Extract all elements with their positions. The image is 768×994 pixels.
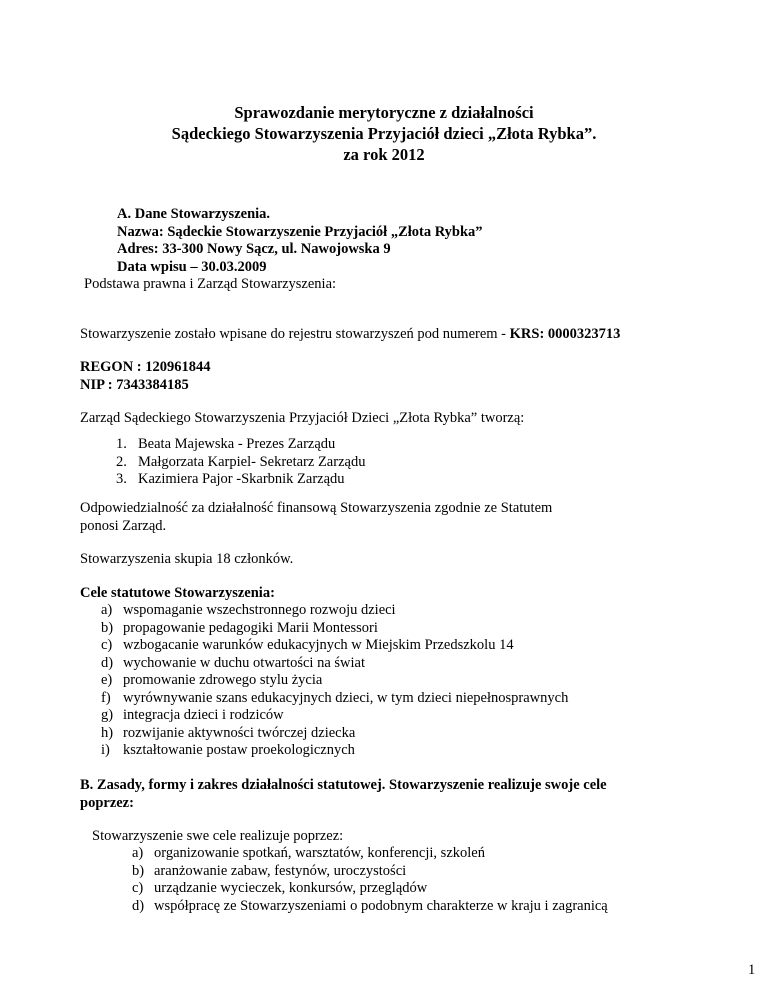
registry-line	[80, 326, 620, 344]
responsibility-paragraph: Odpowiedzialność za działalność finansową Stowarzyszenia zgodnie ze Statutem ponosi Zarząd.	[80, 500, 553, 534]
section-a-heading: A. Dane Stowarzyszenia.	[117, 206, 271, 222]
list-item: 1. Beata Majewska - Prezes Zarządu	[116, 436, 336, 452]
list-item: h) rozwijanie aktywności twórczej dziecka	[101, 724, 356, 741]
list-item: g) integracja dzieci i rodziców	[101, 707, 284, 723]
legal-basis: Podstawa prawna i Zarząd Stowarzyszenia:	[84, 276, 337, 292]
list-item: e) promowanie zdrowego stylu życia	[101, 672, 323, 688]
association-name: Nazwa: Sądeckie Stowarzyszenie Przyjaciół „Złota Rybka”	[117, 223, 483, 240]
members-count: Stowarzyszenia skupia 18 członków.	[80, 551, 294, 567]
list-item: i) kształtowanie postaw proekologicznych	[101, 742, 355, 758]
identifiers	[80, 359, 211, 394]
list-item: a) organizowanie spotkań, warsztatów, konferencji, szkoleń	[132, 845, 485, 861]
page-number: 1	[748, 962, 756, 978]
list-item: 2. Małgorzata Karpiel- Sekretarz Zarządu	[116, 453, 366, 470]
board-members-list	[116, 436, 365, 489]
list-item: d) współpracę ze Stowarzyszeniami o podobnym charakterze w kraju i zagranicą	[132, 897, 608, 914]
section-b-intro: Stowarzyszenie swe cele realizuje poprzez:	[92, 828, 344, 844]
list-item: c) urządzanie wycieczek, konkursów, przeglądów	[132, 880, 428, 896]
association-address: Adres: 33-300 Nowy Sącz, ul. Nawojowska 9	[117, 241, 391, 257]
registry-text: Stowarzyszenie zostało wpisane do rejestru stowarzyszeń pod numerem -	[80, 326, 510, 342]
registration-date: Data wpisu – 30.03.2009	[117, 258, 267, 275]
list-item: a) wspomaganie wszechstronnego rozwoju dzieci	[101, 602, 396, 618]
list-item: d) wychowanie w duchu otwartości na świat	[101, 654, 366, 671]
goals-heading: Cele statutowe Stowarzyszenia:	[80, 585, 275, 601]
methods-list	[132, 845, 608, 915]
nip-number: NIP : 7343384185	[80, 376, 189, 393]
title-line-2: Sądeckiego Stowarzyszenia Przyjaciół dzieci „Złota Rybka”.	[171, 124, 597, 143]
list-item: 3. Kazimiera Pajor -Skarbnik Zarządu	[116, 471, 345, 487]
title-line-3: za rok 2012	[343, 145, 425, 164]
list-item: f) wyrównywanie szans edukacyjnych dzieci, w tym dzieci niepełnosprawnych	[101, 689, 569, 706]
board-intro: Zarząd Sądeckiego Stowarzyszenia Przyjaciół Dzieci „Złota Rybka” tworzą:	[80, 410, 525, 426]
krs-number: KRS: 0000323713	[509, 326, 621, 342]
regon-number: REGON : 120961844	[80, 359, 211, 375]
goals-list	[101, 602, 568, 760]
title-line-1: Sprawozdanie merytoryczne z działalności	[234, 103, 534, 122]
section-a	[117, 206, 483, 276]
document-title	[0, 102, 768, 165]
section-b-heading: B. Zasady, formy i zakres działalności statutowej. Stowarzyszenie realizuje swoje cele poprzez:	[80, 777, 607, 811]
list-item: b) aranżowanie zabaw, festynów, uroczystości	[132, 862, 407, 879]
list-item: b) propagowanie pedagogiki Marii Montessori	[101, 619, 378, 636]
list-item: c) wzbogacanie warunków edukacyjnych w Miejskim Przedszkolu 14	[101, 637, 514, 653]
